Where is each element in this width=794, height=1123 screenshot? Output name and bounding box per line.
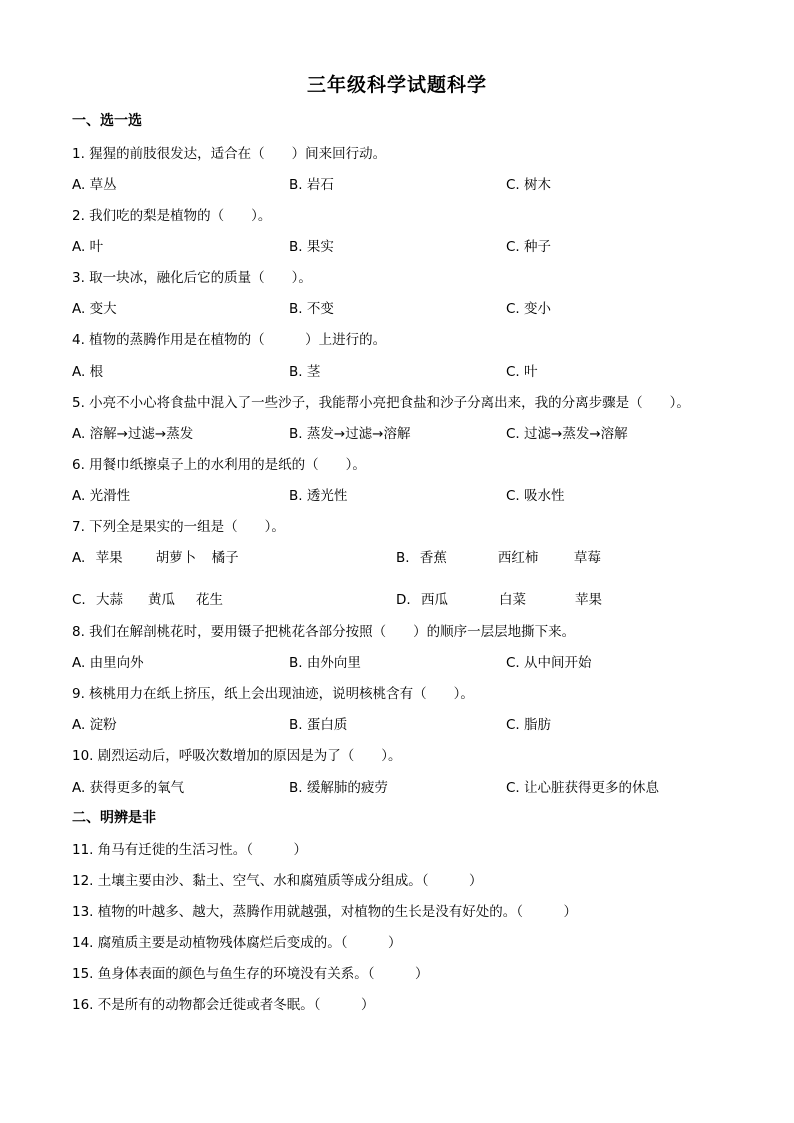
option-7a-letter: A. bbox=[72, 550, 86, 566]
judgement-15: 15. 鱼身体表面的颜色与鱼生存的环境没有关系。（ ） bbox=[72, 966, 429, 982]
option-7c-letter: C. bbox=[72, 592, 86, 608]
question-2: 2. 我们吃的梨是植物的（ ）。 bbox=[72, 208, 272, 224]
option-7c-item: 黄瓜 bbox=[148, 592, 176, 608]
judgement-13: 13. 植物的叶越多、越大，蒸腾作用就越强，对植物的生长是没有好处的。（ ） bbox=[72, 904, 578, 920]
option-1a: A. 草丛 bbox=[72, 177, 117, 193]
option-4b: B. 茎 bbox=[289, 364, 321, 380]
question-6: 6. 用餐巾纸擦桌子上的水利用的是纸的（ ）。 bbox=[72, 457, 366, 473]
option-7d-item: 西瓜 bbox=[420, 592, 448, 608]
option-4c: C. 叶 bbox=[506, 364, 538, 380]
option-10b: B. 缓解肺的疲劳 bbox=[289, 780, 388, 796]
option-4a: A. 根 bbox=[72, 364, 104, 380]
option-6c: C. 吸水性 bbox=[506, 488, 565, 504]
option-7b-item: 香蕉 bbox=[419, 550, 447, 566]
option-7d bbox=[396, 588, 602, 608]
option-2a: A. 叶 bbox=[72, 239, 104, 255]
option-7c-item: 花生 bbox=[196, 592, 224, 608]
judgement-14: 14. 腐殖质主要是动植物残体腐烂后变成的。（ ） bbox=[72, 935, 402, 951]
option-3a: A. 变大 bbox=[72, 301, 117, 317]
section-heading-judgement: 二、明辨是非 bbox=[72, 810, 156, 826]
option-10a: A. 获得更多的氧气 bbox=[72, 780, 185, 796]
question-7: 7. 下列全是果实的一组是（ ）。 bbox=[72, 519, 285, 535]
option-7d-letter: D. bbox=[396, 592, 411, 608]
option-7d-item: 白菜 bbox=[498, 592, 526, 608]
option-7b-item: 西红柿 bbox=[497, 550, 539, 566]
option-7b-letter: B. bbox=[396, 550, 410, 566]
question-4: 4. 植物的蒸腾作用是在植物的（ ）上进行的。 bbox=[72, 332, 387, 348]
option-6b: B. 透光性 bbox=[289, 488, 348, 504]
section-heading-choice: 一、选一选 bbox=[72, 113, 142, 129]
option-9a: A. 淀粉 bbox=[72, 717, 117, 733]
option-7c-item: 大蒜 bbox=[96, 592, 124, 608]
option-3b: B. 不变 bbox=[289, 301, 334, 317]
option-7b-item: 草莓 bbox=[573, 550, 601, 566]
option-5a: A. 溶解→过滤→蒸发 bbox=[72, 426, 194, 442]
option-7c bbox=[72, 588, 223, 608]
option-5b: B. 蒸发→过滤→溶解 bbox=[289, 426, 411, 442]
option-8c: C. 从中间开始 bbox=[506, 655, 592, 671]
question-5: 5. 小亮不小心将食盐中混入了一些沙子，我能帮小亮把食盐和沙子分离出来，我的分离步骤是（ ）。 bbox=[72, 395, 690, 411]
option-6a: A. 光滑性 bbox=[72, 488, 131, 504]
question-3: 3. 取一块冰，融化后它的质量（ ）。 bbox=[72, 270, 312, 286]
option-7a-item: 胡萝卜 bbox=[155, 550, 197, 566]
option-8b: B. 由外向里 bbox=[289, 655, 361, 671]
question-10: 10. 剧烈运动后，呼吸次数增加的原因是为了（ ）。 bbox=[72, 748, 402, 764]
option-2c: C. 种子 bbox=[506, 239, 552, 255]
option-8a: A. 由里向外 bbox=[72, 655, 144, 671]
option-10c: C. 让心脏获得更多的休息 bbox=[506, 780, 660, 796]
option-1b: B. 岩石 bbox=[289, 177, 334, 193]
judgement-11: 11. 角马有迁徙的生活习性。（ ） bbox=[72, 842, 308, 858]
option-7d-item: 苹果 bbox=[574, 592, 602, 608]
option-1c: C. 树木 bbox=[506, 177, 552, 193]
option-7a-item: 橘子 bbox=[211, 550, 239, 566]
option-5c: C. 过滤→蒸发→溶解 bbox=[506, 426, 628, 442]
judgement-16: 16. 不是所有的动物都会迁徙或者冬眠。（ ） bbox=[72, 997, 375, 1013]
page-title: 三年级科学试题科学 bbox=[306, 74, 487, 96]
option-7b bbox=[396, 546, 601, 566]
option-9b: B. 蛋白质 bbox=[289, 717, 348, 733]
question-1: 1. 猩猩的前肢很发达，适合在（ ）间来回行动。 bbox=[72, 146, 387, 162]
judgement-12: 12. 土壤主要由沙、黏土、空气、水和腐殖质等成分组成。（ ） bbox=[72, 873, 483, 889]
option-3c: C. 变小 bbox=[506, 301, 552, 317]
option-9c: C. 脂肪 bbox=[506, 717, 552, 733]
question-9: 9. 核桃用力在纸上挤压，纸上会出现油迹，说明核桃含有（ ）。 bbox=[72, 686, 474, 702]
option-7a bbox=[72, 546, 239, 566]
question-8: 8. 我们在解剖桃花时，要用镊子把桃花各部分按照（ ）的顺序一层层地撕下来。 bbox=[72, 624, 576, 640]
option-2b: B. 果实 bbox=[289, 239, 334, 255]
option-7a-item: 苹果 bbox=[95, 550, 123, 566]
